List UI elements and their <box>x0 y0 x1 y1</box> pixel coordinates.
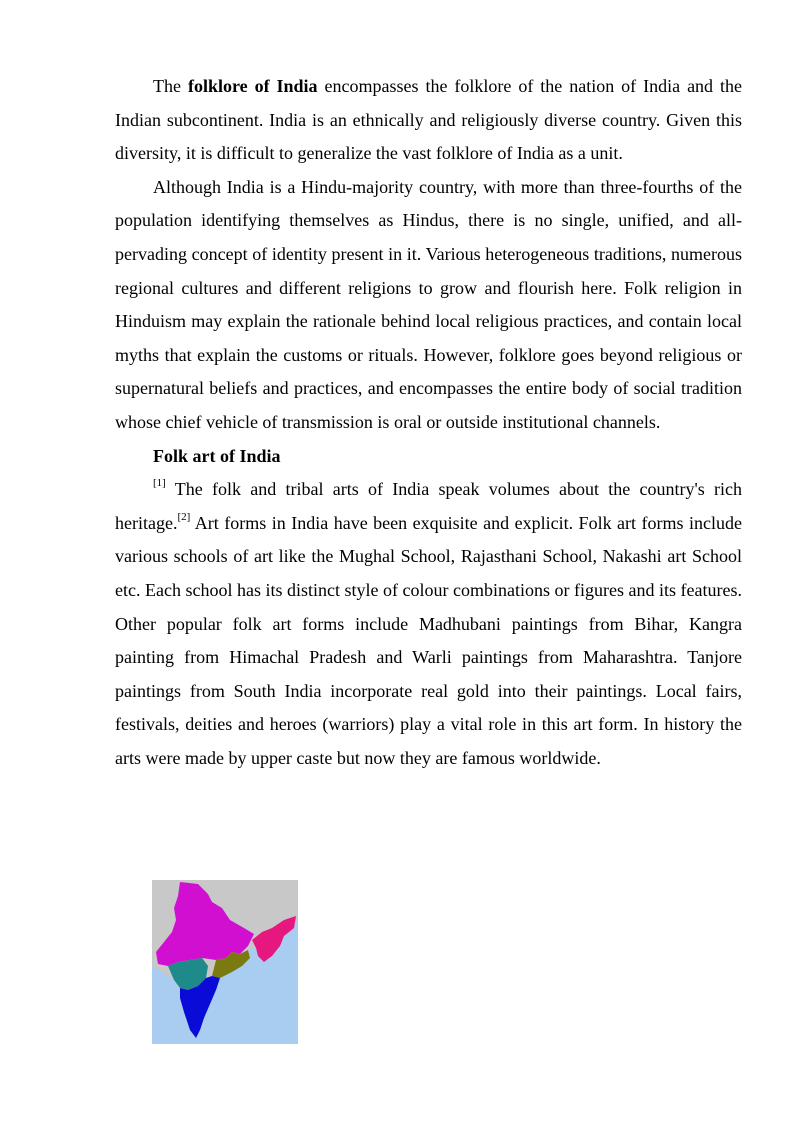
folk-art-paragraph <box>115 473 742 775</box>
intro-rest: encompasses the folklore of the nation of India and the Indian subcontinent. India is an ethnically and religiously diverse country. Given this diversity, it is difficult to generalize the vast folklore of India as a unit. <box>115 76 743 164</box>
folk-art-text-2: Art forms in India have been exquisite and explicit. Folk art forms include various schools of art like the Mughal School, Rajasthani School, Nakashi art School etc. Each school has its distinct style of colour combinations or figures and its features. Other popular folk art forms include Madhubani paintings from Bihar, Kangra painting from Himachal Pradesh and Warli paintings from Maharashtra. Tanjore paintings from South India incorporate real gold into their paintings. Local fairs, festivals, deities and heroes (warriors) play a vital role in this art form. In history the arts were made by upper caste but now they are famous worldwide. <box>115 512 742 768</box>
document-body <box>115 70 742 775</box>
intro-bold-term: folklore of India <box>187 76 318 96</box>
intro-lead: The <box>153 76 188 96</box>
section-heading: Folk art of India <box>153 445 281 466</box>
intro-paragraph-2: Although India is a Hindu-majority country, with more than three-fourths of the population identifying themselves as Hindus, there is no single, unified, and all-pervading concept of identity present in it. Various heterogeneous traditions, numerous regional cultures and different religions to grow and flourish here. Folk religion in Hinduism may explain the rationale behind local religious practices, and contain local myths that explain the customs or rituals. However, folklore goes beyond religious or supernatural beliefs and practices, and encompasses the entire body of social tradition whose chief vehicle of transmission is oral or outside institutional channels. <box>115 176 742 432</box>
reference-1[interactable]: [1] <box>153 477 166 490</box>
reference-2[interactable]: [2] <box>177 510 191 523</box>
india-map-image <box>152 880 298 1044</box>
intro-paragraph-1 <box>115 70 742 171</box>
folk-art-text-1: The folk and tribal arts of India speak volumes about the country's rich heritage. <box>115 479 742 533</box>
